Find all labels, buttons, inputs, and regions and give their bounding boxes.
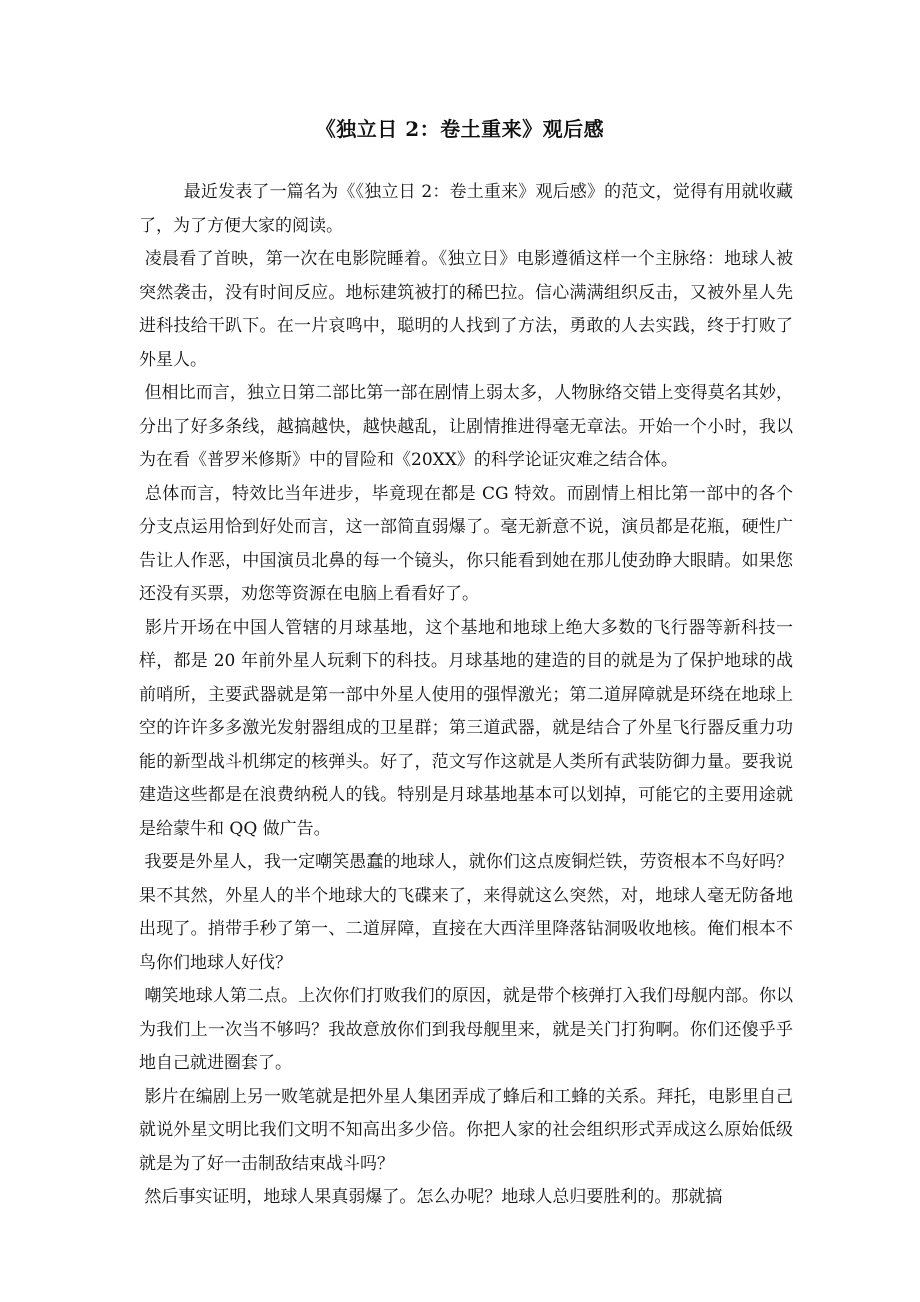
paragraph: 影片在编剧上另一败笔就是把外星人集团弄成了蜂后和工蜂的关系。拜托，电影里自己就说外星文明比我们文明不知高出多少倍。你把人家的社会组织形式弄成这么原始低级就是为了好一击制敌结束战斗吗？ [139, 1086, 794, 1174]
document-title: 《独立日 2：卷土重来》观后感 [315, 117, 605, 141]
paragraph: 我要是外星人，我一定嘲笑愚蠢的地球人，就你们这点废铜烂铁，劳资根本不鸟好吗？果不其然，外星人的半个地球大的飞碟来了，来得就这么突然，对，地球人毫无防备地出现了。捎带手秒了第一、二道屏障，直接在大西洋里降落钻洞吸收地核。俺们根本不鸟你们地球人好伐？ [139, 852, 794, 973]
paragraph: 但相比而言，独立日第二部比第一部在剧情上弱太多，人物脉络交错上变得莫名其妙，分出了好多条线，越搞越快，越快越乱，让剧情推进得毫无章法。开始一个小时，我以为在看《普罗米修斯》中的冒险和《20XX》的科学论证灾难之结合体。 [139, 383, 794, 470]
paragraph: 影片开场在中国人管辖的月球基地，这个基地和地球上绝大多数的飞行器等新科技一样，都是 20 年前外星人玩剩下的科技。月球基地的建造的目的就是为了保护地球的战前哨所，主要武器就是第一部中外星人使用的强悍激光；第二道屏障就是环绕在地球上空的许许多多激光发射器组成的卫星群；第三道武器，就是结合了外星飞行器反重力功能的新型战斗机绑定的核弹头。好了，范文写作这就是人类所有武装防御力量。要我说建造这些都是在浪费纳税人的钱。特别是月球基地基本可以划掉，可能它的主要用途就是给蒙牛和 QQ 做广告。 [139, 617, 793, 839]
paragraph: 凌晨看了首映，第一次在电影院睡着。《独立日》电影遵循这样一个主脉络：地球人被突然袭击，没有时间反应。地标建筑被打的稀巴拉。信心满满组织反击，又被外星人先进科技给干趴下。在一片哀鸣中，聪明的人找到了方法，勇敢的人去实践，终于打败了外星人。 [139, 249, 794, 370]
paragraph: 然后事实证明，地球人果真弱爆了。怎么办呢？地球人总归要胜利的。那就搞 [139, 1187, 723, 1207]
document-body [139, 176, 793, 1215]
paragraph: 嘲笑地球人第二点。上次你们打败我们的原因，就是带个核弹打入我们母舰内部。你以为我们上一次当不够吗？我故意放你们到我母舰里来，就是关门打狗啊。你们还傻乎乎地自己就进圈套了。 [139, 986, 794, 1073]
paragraph-intro: 最近发表了一篇名为《《独立日 2：卷土重来》观后感》的范文，觉得有用就收藏了，为了方便大家的阅读。 [139, 182, 794, 236]
paragraph: 总体而言，特效比当年进步，毕竟现在都是 CG 特效。而剧情上相比第一部中的各个分支点运用恰到好处而言，这一部简直弱爆了。毫无新意不说，演员都是花瓶，硬性广告让人作恶，中国演员北鼻的每一个镜头，你只能看到她在那儿使劲睁大眼睛。如果您还没有买票，劝您等资源在电脑上看看好了。 [139, 483, 793, 604]
